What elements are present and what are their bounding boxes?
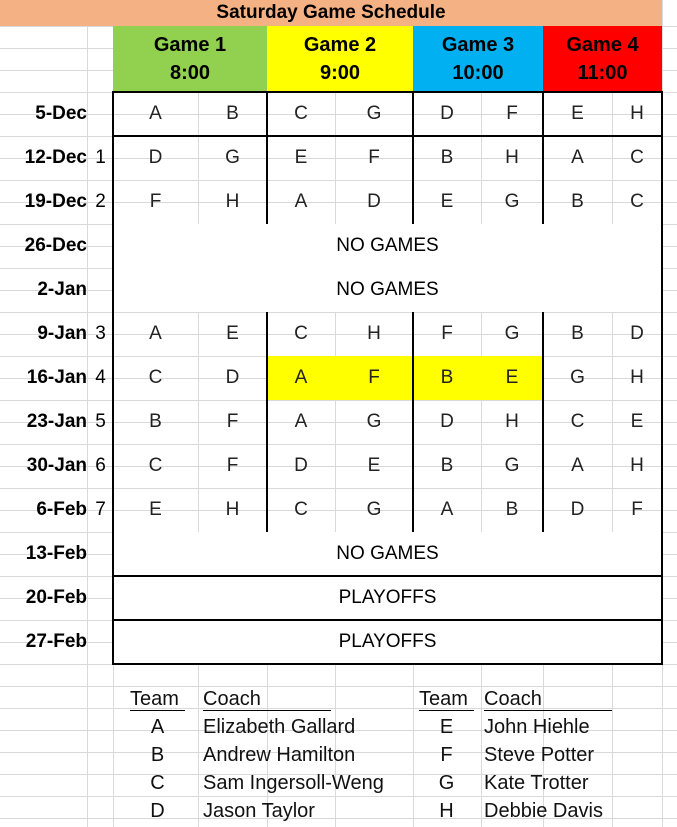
legend-coach-header: Coach (484, 688, 542, 710)
game-separator (266, 92, 268, 224)
team-cell: F (335, 356, 413, 400)
team-cell: H (367, 323, 381, 344)
team-cell: B (226, 103, 239, 124)
week-number: 5 (95, 411, 106, 432)
team-cell: F (441, 323, 453, 344)
legend-team: B (150, 744, 165, 766)
team-cell: H (225, 191, 240, 212)
row-date: 20-Feb (25, 587, 87, 608)
table-border-bottom (112, 663, 663, 665)
team-cell: D (440, 411, 454, 432)
team-cell: H (505, 147, 519, 168)
game-separator (266, 312, 268, 532)
game-header-2 (267, 26, 413, 92)
week-number (89, 532, 112, 576)
team-cell: G (504, 455, 520, 476)
row-rule (112, 135, 663, 137)
legend-underline (484, 710, 612, 711)
team-cell: C (630, 191, 644, 212)
table-border-left (112, 91, 114, 665)
team-cell: F (506, 103, 518, 124)
team-cell: A (571, 455, 584, 476)
legend-team-header: Team (419, 688, 468, 710)
playoffs-banner: PLAYOFFS (113, 576, 662, 620)
team-cell: E (571, 103, 584, 124)
grid-vline (87, 0, 88, 827)
schedule-title: Saturday Game Schedule (0, 0, 662, 26)
legend-underline (203, 710, 331, 711)
game-header-3 (413, 26, 543, 92)
team-cell: H (630, 103, 644, 124)
team-cell: E (226, 323, 239, 344)
game-header-4 (543, 26, 662, 92)
week-number (89, 224, 112, 268)
team-cell: H (225, 499, 240, 520)
legend-team: F (440, 744, 453, 766)
game-name: Game 2 (303, 34, 377, 56)
game-time: 8:00 (169, 62, 211, 84)
game-separator (542, 312, 544, 532)
legend-coach: Kate Trotter (484, 772, 589, 794)
row-date: 27-Feb (25, 631, 87, 652)
week-number: 1 (95, 147, 106, 168)
legend-team-header: Team (130, 688, 179, 710)
team-cell: D (570, 499, 585, 520)
row-date: 12-Dec (24, 147, 87, 168)
legend-coach: Andrew Hamilton (203, 744, 356, 766)
team-cell: F (368, 147, 380, 168)
row-rule (112, 619, 663, 621)
week-number (89, 268, 112, 312)
team-cell: A (149, 323, 162, 344)
team-cell: G (225, 147, 240, 168)
no-games-banner: NO GAMES (113, 532, 662, 576)
legend-coach: John Hiehle (484, 716, 590, 738)
week-number (89, 576, 112, 620)
team-cell: B (413, 356, 481, 400)
legend-underline (130, 710, 185, 711)
team-cell: F (226, 411, 239, 432)
team-cell: C (294, 499, 308, 520)
team-cell: G (570, 367, 585, 388)
game-time: 9:00 (319, 62, 361, 84)
legend-team: H (439, 800, 454, 822)
row-date: 5-Dec (35, 103, 87, 124)
team-cell: C (148, 367, 163, 388)
legend-coach: Jason Taylor (203, 800, 315, 822)
legend-team: D (150, 800, 165, 822)
row-date: 30-Jan (26, 455, 87, 476)
playoffs-banner: PLAYOFFS (113, 620, 662, 664)
row-date: 16-Jan (26, 367, 87, 388)
row-date: 9-Jan (37, 323, 87, 344)
team-cell: G (504, 191, 520, 212)
game-separator (542, 92, 544, 224)
team-cell: E (481, 356, 543, 400)
team-cell: C (630, 147, 644, 168)
table-border-top (112, 91, 663, 93)
team-cell: G (366, 499, 382, 520)
team-cell: B (440, 147, 454, 168)
week-number: 3 (95, 323, 106, 344)
team-cell: F (226, 455, 239, 476)
team-cell: E (630, 411, 644, 432)
week-number: 4 (95, 367, 106, 388)
legend-coach-header: Coach (203, 688, 261, 710)
legend-team: E (439, 716, 454, 738)
week-number: 6 (95, 455, 106, 476)
team-cell: E (367, 455, 381, 476)
legend-team: G (438, 772, 455, 794)
row-rule (112, 575, 663, 577)
team-cell: D (630, 323, 644, 344)
legend-underline (419, 710, 474, 711)
week-number: 2 (95, 191, 106, 212)
game-header-1 (113, 26, 267, 92)
team-cell: C (570, 411, 585, 432)
team-cell: F (631, 499, 643, 520)
legend-team: C (150, 772, 165, 794)
team-cell: C (294, 323, 308, 344)
week-number: 7 (95, 499, 106, 520)
team-cell: E (440, 191, 454, 212)
game-time: 11:00 (577, 62, 628, 84)
team-cell: E (149, 499, 162, 520)
game-name: Game 1 (153, 34, 227, 56)
game-name: Game 4 (566, 34, 639, 56)
team-cell: A (571, 147, 584, 168)
legend-team: A (150, 716, 165, 738)
game-name: Game 3 (441, 34, 515, 56)
team-cell: A (440, 499, 454, 520)
table-border-right (661, 91, 663, 665)
team-cell: B (440, 455, 454, 476)
team-cell: B (149, 411, 162, 432)
no-games-banner: NO GAMES (113, 224, 662, 268)
team-cell: H (505, 411, 519, 432)
team-cell: D (294, 455, 308, 476)
team-cell: D (367, 191, 381, 212)
row-date: 19-Dec (24, 191, 87, 212)
team-cell: B (505, 499, 519, 520)
team-cell: B (571, 191, 584, 212)
legend-coach: Elizabeth Gallard (203, 716, 356, 738)
row-date: 13-Feb (25, 543, 87, 564)
legend-coach: Debbie Davis (484, 800, 603, 822)
game-separator (412, 92, 414, 224)
team-cell: A (294, 191, 308, 212)
team-cell: D (440, 103, 454, 124)
week-number (89, 620, 112, 664)
team-cell: E (294, 147, 308, 168)
game-time: 10:00 (452, 62, 504, 84)
game-separator (412, 312, 414, 532)
team-cell: H (630, 367, 644, 388)
legend-coach: Sam Ingersoll-Weng (203, 772, 384, 794)
team-cell: A (267, 356, 335, 400)
team-cell: D (225, 367, 240, 388)
row-date: 26-Dec (24, 235, 87, 256)
team-cell: H (630, 455, 644, 476)
team-cell: C (294, 103, 308, 124)
team-cell: A (149, 103, 162, 124)
team-cell: F (149, 191, 162, 212)
row-date: 23-Jan (26, 411, 87, 432)
team-cell: D (148, 147, 163, 168)
team-cell: C (148, 455, 163, 476)
team-cell: G (504, 323, 520, 344)
legend-coach: Steve Potter (484, 744, 595, 766)
row-date: 6-Feb (36, 499, 87, 520)
team-cell: A (294, 411, 308, 432)
team-cell: G (366, 103, 382, 124)
no-games-banner: NO GAMES (113, 268, 662, 312)
row-date: 2-Jan (37, 279, 87, 300)
team-cell: B (571, 323, 584, 344)
week-number (89, 92, 112, 136)
team-cell: G (366, 411, 382, 432)
